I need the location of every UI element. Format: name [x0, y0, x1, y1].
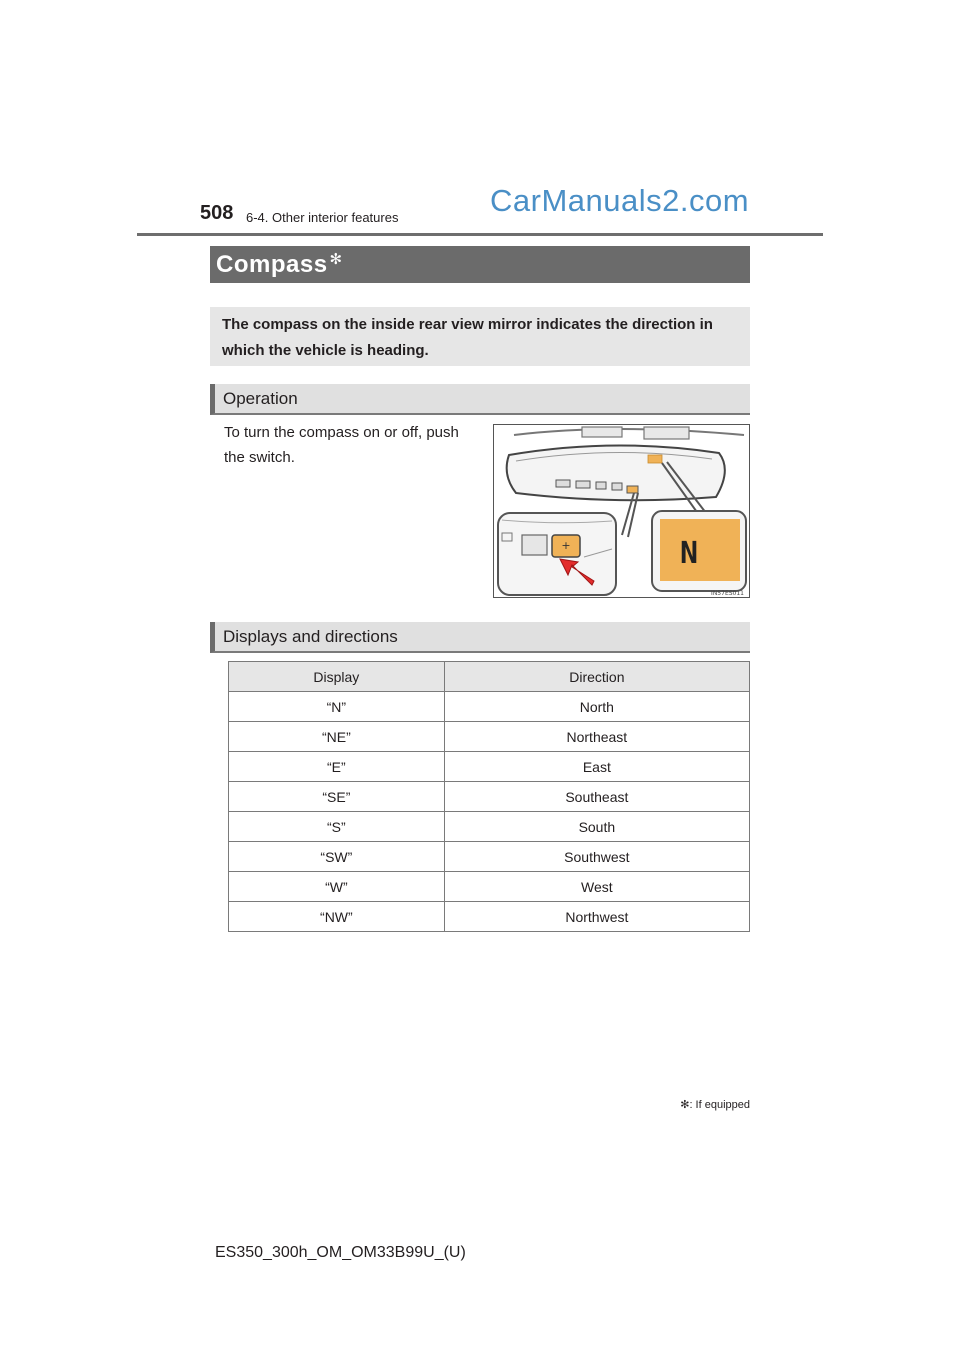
footnote: [640, 1098, 750, 1111]
mirror-drawing: [494, 425, 749, 597]
intro-line-2: which the vehicle is heading.: [222, 342, 429, 359]
operation-line-1: To turn the compass on or off, push: [224, 424, 459, 441]
displays-heading: Displays and directions: [210, 622, 750, 653]
table-row: [229, 902, 750, 932]
direction-cell: North: [444, 692, 749, 722]
page-title: Compass: [216, 250, 328, 278]
intro-box: [210, 307, 750, 366]
operation-text: [224, 420, 486, 470]
compass-mirror-illustration: [493, 424, 750, 598]
direction-cell: Northeast: [444, 722, 749, 752]
display-cell: “NW”: [229, 902, 445, 932]
page-title-bar: [210, 246, 750, 283]
display-cell: “N”: [229, 692, 445, 722]
directions-table: [228, 661, 750, 932]
display-cell: “E”: [229, 752, 445, 782]
operation-line-2: the switch.: [224, 449, 295, 466]
operation-heading: Operation: [210, 384, 750, 415]
display-cell: “NE”: [229, 722, 445, 752]
table-row: [229, 842, 750, 872]
figure-code: IN57ES011: [711, 590, 744, 597]
table-row: [229, 872, 750, 902]
direction-cell: East: [444, 752, 749, 782]
column-header-display: Display: [229, 662, 445, 692]
header-rule: [137, 233, 823, 236]
svg-text:+: +: [561, 539, 571, 552]
footnote-marker: ✻: [680, 1099, 690, 1111]
intro-line-1: The compass on the inside rear view mirror indicates the direction in: [222, 316, 713, 333]
if-equipped-marker: ✻: [329, 251, 343, 268]
page-number: 508: [200, 202, 234, 224]
display-cell: “SE”: [229, 782, 445, 812]
watermark-logo: CarManuals2.com: [490, 183, 750, 218]
direction-cell: Northwest: [444, 902, 749, 932]
direction-cell: South: [444, 812, 749, 842]
table-header-row: [229, 662, 750, 692]
table-row: [229, 752, 750, 782]
display-cell: “W”: [229, 872, 445, 902]
footnote-text: : If equipped: [689, 1099, 750, 1111]
section-title: 6-4. Other interior features: [246, 210, 399, 225]
compass-display-letter: N: [680, 536, 699, 571]
table-row: [229, 692, 750, 722]
direction-cell: West: [444, 872, 749, 902]
display-cell: “SW”: [229, 842, 445, 872]
table-row: [229, 782, 750, 812]
column-header-direction: Direction: [444, 662, 749, 692]
table-row: [229, 812, 750, 842]
display-cell: “S”: [229, 812, 445, 842]
table-row: [229, 722, 750, 752]
direction-cell: Southeast: [444, 782, 749, 812]
footer-code: ES350_300h_OM_OM33B99U_(U): [215, 1244, 466, 1261]
direction-cell: Southwest: [444, 842, 749, 872]
